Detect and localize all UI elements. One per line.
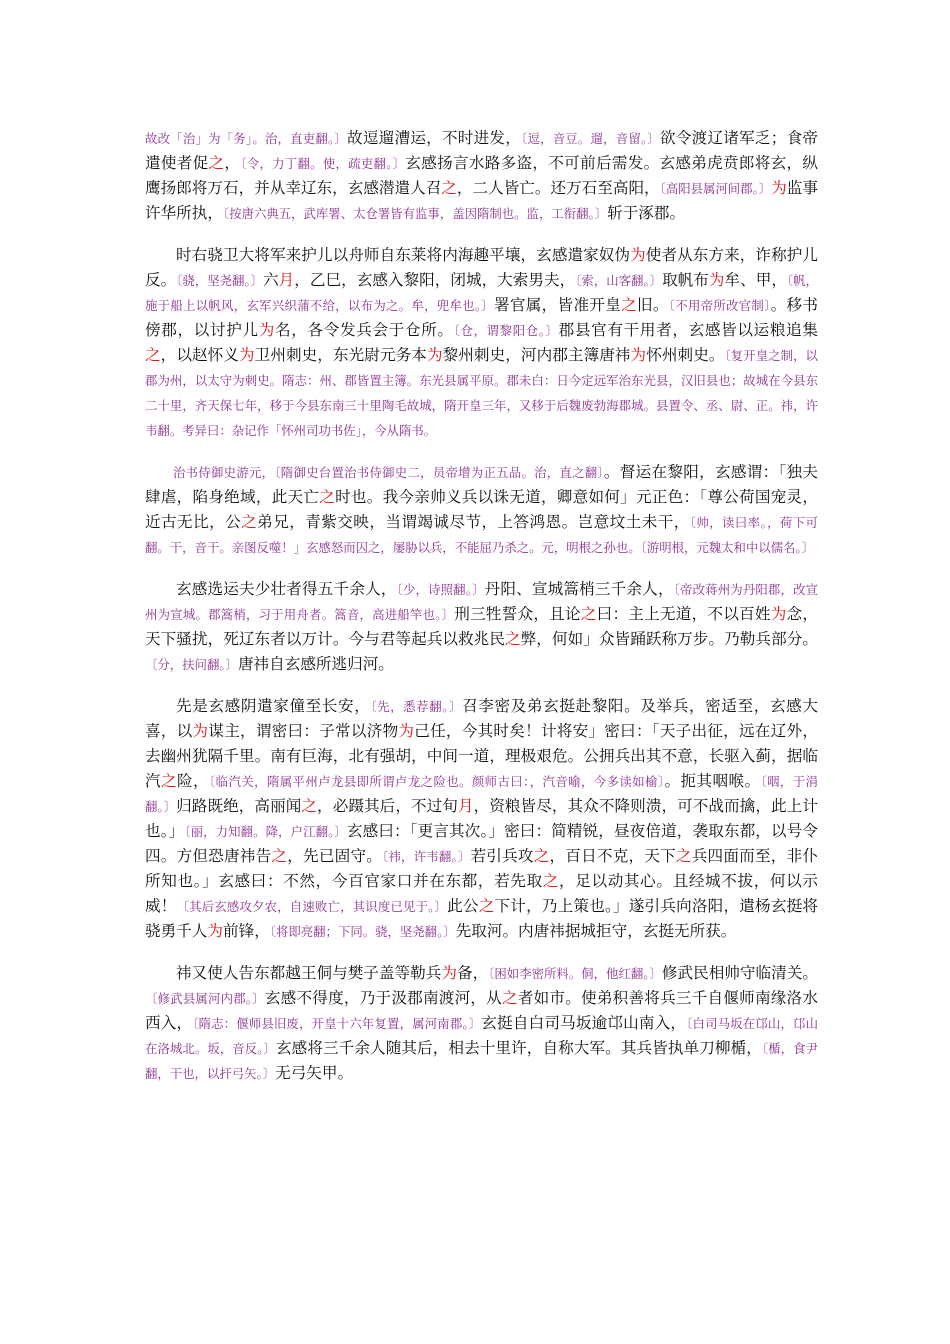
highlighted-character: 之 <box>241 513 258 531</box>
main-text: 玄挺自白司马坂逾邙山南入， <box>481 1014 687 1032</box>
paragraph <box>145 694 818 944</box>
main-text: 己任，今其时矣！计将安」密曰：「天子出征，远在辽外，去幽州犹隔千里。南有巨海，北有强胡，中间一道，理极艰危。公拥兵出其不意，长驱入蓟，据临汽 <box>145 722 818 790</box>
main-text: 。移书傍郡，以讨护儿 <box>145 296 818 339</box>
main-text: 时也。我今亲帅义兵以诛无道，卿意如何」元正色：「尊公荷国宠灵，近古无比，公 <box>145 488 818 531</box>
main-text: 。督运在黎阳，玄感谓：「独夫肆虐，陷身绝域，此天亡 <box>145 463 818 506</box>
main-text: 备， <box>456 964 489 982</box>
highlighted-character: 为 <box>398 722 415 740</box>
commentary-note: 〔其后玄感攻夕农，自速败亡，其识度已见于。〕 <box>176 899 448 914</box>
main-text: 卫州刺史，东光尉元务本 <box>254 346 427 364</box>
commentary-note: 〔咽，于涓翻。〕 <box>145 774 818 814</box>
highlighted-character: 为 <box>258 321 275 339</box>
commentary-note: 〔令，力丁翻。使，疏吏翻。〕 <box>240 156 406 171</box>
commentary-note: 〔祎，许韦翻。〕 <box>382 849 471 864</box>
highlighted-character: 之 <box>502 989 518 1007</box>
commentary-note: 〔少，诗照翻。〕 <box>396 582 485 597</box>
main-text: 险， <box>177 772 210 790</box>
main-text: 此公 <box>447 897 479 915</box>
commentary-note: 〔索，山客翻。〕 <box>575 273 663 288</box>
main-text: 时右骁卫大将军来护儿以舟师自东莱将内海趣平壤，玄感遣家奴伪 <box>176 246 631 264</box>
main-text: 先是玄感阴遣家僮至长安， <box>176 697 371 715</box>
highlighted-character: 之 <box>301 797 318 815</box>
highlighted-character: 之 <box>145 346 161 364</box>
highlighted-character: 月 <box>457 797 474 815</box>
main-text: 弟兄，青紫交映，当谓竭诚尽节，上答鸿恩。岂意坟土未干， <box>257 513 690 531</box>
commentary-note: 治书侍御史游元， <box>173 465 275 480</box>
highlighted-character: 之 <box>675 847 692 865</box>
commentary-note: 〔先，悉荐翻。〕 <box>370 699 463 714</box>
commentary-note: 〔临汽关，隋属平州卢龙县即所谓卢龙之险也。颜师古曰：，汽音喻，今多读如榆〕 <box>209 774 665 789</box>
commentary-note: 〔帅，读曰率。，荷下可翻。干，音干。亲图反噬！」玄感怒而囚之，屡胁以兵，不能屈乃杀之。元，明根之孙也。〔游明根，元魏太和中以儒名。〕 <box>145 515 818 555</box>
commentary-note: 〔楯，食尹翻，干也，以扞弓矢。〕 <box>145 1041 818 1081</box>
paragraph <box>145 961 818 1086</box>
highlighted-character: 为 <box>771 179 787 197</box>
commentary-note: 故改「治」为「务」。治，直吏翻。〕 <box>145 131 348 146</box>
main-text: 监事许华所执， <box>145 179 818 222</box>
highlighted-character: 之 <box>319 488 336 506</box>
commentary-note: 〔修武县属河内郡。〕 <box>145 991 265 1006</box>
main-text: 怀州刺史。 <box>646 346 725 364</box>
main-text: 召李密及弟玄挺赴黎阳。及举兵，密适至，玄感大喜，以 <box>145 697 818 740</box>
main-text: 名，各令发兵会于仓所。 <box>274 321 454 339</box>
main-text: 郡县官有干用者，玄感皆以运粮追集 <box>558 321 818 339</box>
main-text: 使者从东方来，诈称护儿反。 <box>145 246 818 289</box>
commentary-note: 〔隋御史台置治书侍御史二，员帝增为正五品。治，直之翻〕 <box>274 465 604 480</box>
highlighted-character: 之 <box>441 179 457 197</box>
highlighted-character: 之 <box>621 296 638 314</box>
main-text: 者如市。使弟积善将兵三千自偃师南缘洛水西入， <box>145 989 818 1032</box>
main-text: 六 <box>263 271 279 289</box>
paragraph <box>145 243 818 443</box>
main-text: 归路既绝，高丽闻 <box>176 797 302 815</box>
commentary-note: 〔复开皇之制，以郡为州，以太守为刺史。隋志：州、郡皆置主簿。东光县属平原。郡未白：日今定远军治东光县，汉旧县也；故城在今县东二十里，齐天保七年，移于今县东南三十里陶毛故城，隋开皇三年，又移于后魏废勃海郡城。县置令、丞、尉、正。祎，许韦翻。考异曰：杂记作「怀州司功书佐」，今从隋书。 <box>145 348 818 438</box>
main-text: ，资粮皆尽，其众不降则溃，可不战而擒，此上计也。」 <box>145 797 818 840</box>
commentary-note: 〔帝改蒋州为丹阳郡，改宣州为宣城。郡篙梢，习于用舟者。篙音，高进船竿也。〕 <box>145 582 818 622</box>
highlighted-character: 为 <box>630 246 646 264</box>
main-text: 谋主，谓密曰：子常以济物 <box>208 722 399 740</box>
highlighted-character: 为 <box>192 722 209 740</box>
highlighted-character: 之 <box>542 872 560 890</box>
highlighted-character: 为 <box>441 964 457 982</box>
main-text: 修武民相帅守临清关。 <box>661 964 818 982</box>
main-text: 前锋， <box>223 922 270 940</box>
commentary-note: 〔白司马坂在邙山，邙山在洛城北。坂，音反。〕 <box>145 1016 818 1056</box>
highlighted-character: 之 <box>478 897 495 915</box>
paragraph <box>145 460 818 560</box>
main-text: 玄感将三千余人随其后，相去十里许，自称大军。其兵皆执单刀柳楯， <box>275 1039 762 1057</box>
highlighted-character: 为 <box>426 346 443 364</box>
highlighted-character: 之 <box>161 772 178 790</box>
main-text: 玄感扬言水路多盗，不可前后需发。玄感弟虎贲郎将玄，纵鹰扬郎将万石，并从幸辽东，玄感潜遣人召 <box>145 154 818 197</box>
main-text: ， <box>224 154 241 172</box>
highlighted-character: 之 <box>271 847 288 865</box>
highlighted-character: 为 <box>708 271 725 289</box>
commentary-note: 〔困如李密所料。侗，他红翻。〕 <box>488 966 662 981</box>
highlighted-character: 之 <box>504 630 521 648</box>
main-text: 唐祎自玄感所逃归河。 <box>237 655 394 673</box>
paragraph <box>145 126 818 226</box>
highlighted-character: 为 <box>207 922 223 940</box>
main-text: 。扼其咽喉。 <box>664 772 761 790</box>
highlighted-character: 为 <box>630 346 647 364</box>
main-text: ，足以动其心。且经城不拔，何以示威！ <box>145 872 818 915</box>
main-text: ，先已固守。 <box>287 847 383 865</box>
highlighted-character: 之 <box>533 847 550 865</box>
main-text: 曰：主上无道，不以百姓 <box>596 605 771 623</box>
highlighted-character: 之 <box>208 154 225 172</box>
main-text: ，二人皆亡。还万石至高阳， <box>456 179 660 197</box>
main-text: ，乙巳，玄感入黎阳，闭城，大索男夫， <box>294 271 576 289</box>
main-text: 署官属，皆准开皇 <box>494 296 622 314</box>
main-text: 弊，何如」众皆踊跃称万步。乃勒兵部分。 <box>520 630 818 648</box>
main-text: 丹阳、宣城篙梢三千余人， <box>484 580 674 598</box>
text-body <box>145 126 818 1086</box>
main-text: 刑三牲誓众，且论 <box>454 605 581 623</box>
main-text: 欲令渡辽诸军乏；食帝遣使者促 <box>145 129 818 172</box>
commentary-note: 〔逗，音豆。遛，音留。〕 <box>521 131 661 146</box>
highlighted-character: 月 <box>278 271 295 289</box>
main-text: 先取河。内唐祎据城拒守，玄挺无所获。 <box>455 922 737 940</box>
main-text: ，百日不克，天下 <box>549 847 676 865</box>
commentary-note: 〔不用帝所改官制〕 <box>668 298 771 313</box>
main-text: 玄感选运夫少壮者得五千余人， <box>176 580 397 598</box>
commentary-note: 〔分，扶问翻。〕 <box>145 657 238 672</box>
main-text: 念，天下骚扰，死辽东者以万计。今与君等起兵以救兆民 <box>145 605 818 648</box>
commentary-note: 〔帆，施于船上以帆风，玄军兴织蒲不给，以布为之。牟，兜牟也。〕 <box>145 273 818 313</box>
highlighted-character: 为 <box>770 605 787 623</box>
main-text: 祎又使人告东都越王侗与樊子盖等勒兵 <box>176 964 442 982</box>
main-text: 故逗遛漕运，不时进发， <box>347 129 522 147</box>
commentary-note: 〔仓，谓黎阳仓。〕 <box>453 323 559 338</box>
main-text: ，以赵怀义 <box>160 346 239 364</box>
commentary-note: 〔按唐六典五，武库署、太仓署皆有监事，盖因隋制也。监，工衔翻。〕 <box>222 206 608 221</box>
main-text: 斩于涿郡。 <box>607 204 686 222</box>
main-text: 牟、甲， <box>724 271 787 289</box>
main-text: 玄感不得度，乃于汲郡南渡河，从 <box>264 989 502 1007</box>
main-text: 无弓矢甲。 <box>275 1064 354 1082</box>
main-text: 若引兵攻 <box>470 847 534 865</box>
paragraph <box>145 577 818 677</box>
main-text: 兵四面而至，非仆所知也。」玄感曰：不然，今百官家口并在东都，若先取 <box>145 847 818 890</box>
highlighted-character: 之 <box>580 605 597 623</box>
main-text: 下计，乃上策也。」遂引兵向洛阳，遣杨玄挺将骁勇千人 <box>145 897 818 940</box>
highlighted-character: 为 <box>238 346 255 364</box>
main-text: 黎州刺史，河内郡主簿唐祎 <box>442 346 631 364</box>
commentary-note: 〔骁，坚尧翻。〕 <box>176 273 264 288</box>
main-text: 取帆布 <box>662 271 709 289</box>
commentary-note: 〔丽，力知翻。降，户江翻。〕 <box>184 824 347 839</box>
commentary-note: 〔将即亮翻；下同。骁，坚尧翻。〕 <box>269 924 456 939</box>
main-text: ，必蹑其后，不过旬 <box>317 797 458 815</box>
main-text: 玄感曰：「更言其次。」密曰：简精锐，昼夜倍道，袭取东都，以号令四。方但恐唐祎告 <box>145 822 818 865</box>
commentary-note: 〔高阳县属河间郡。〕 <box>659 181 772 196</box>
commentary-note: 〔隋志：偃师县旧废，开皇十六年复置，属河南郡。〕 <box>192 1016 482 1031</box>
main-text: 旧。 <box>637 296 669 314</box>
